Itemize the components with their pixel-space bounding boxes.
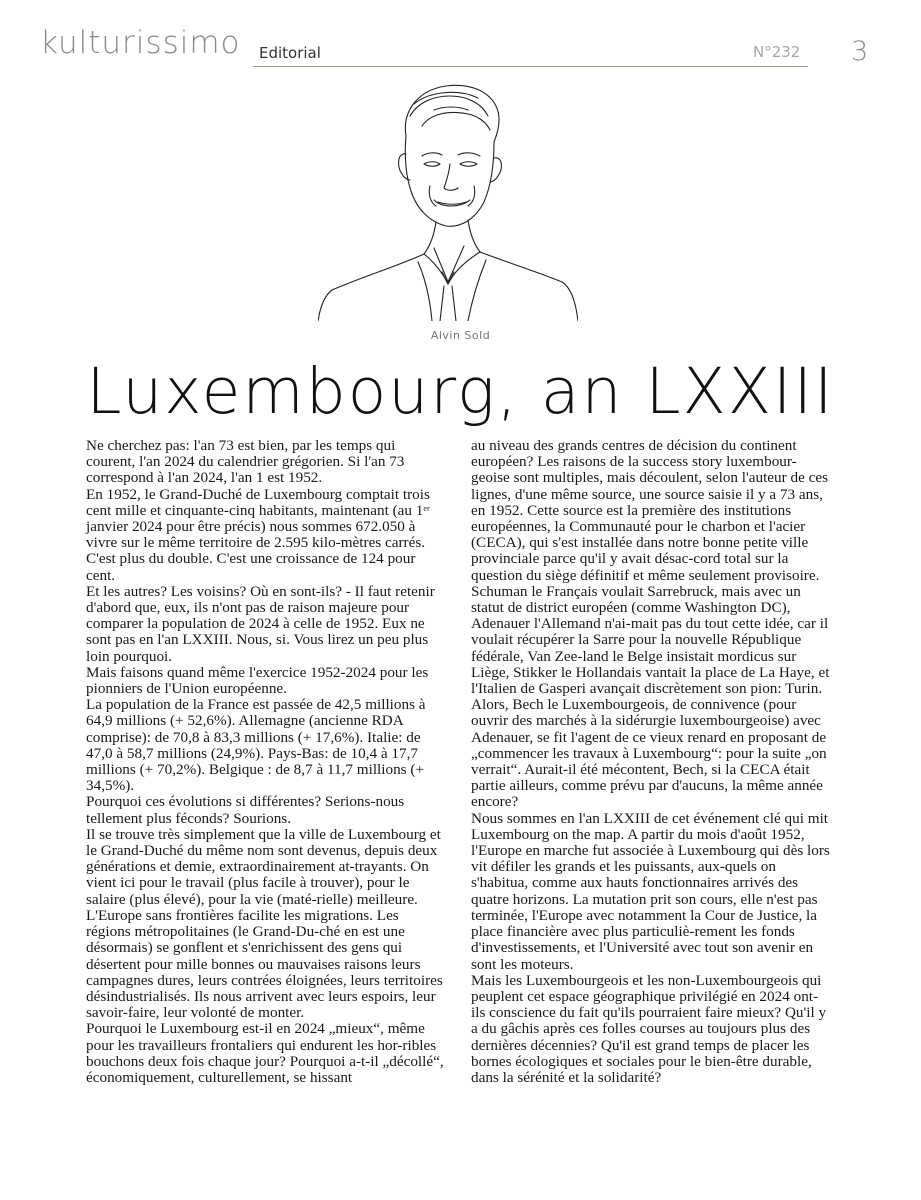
illustration-caption: Alvin Sold xyxy=(430,329,491,342)
paragraph: Ne cherchez pas: l'an 73 est bien, par les temps qui courent, l'an 2024 du calendrier grégorien. Si l'an 73 correspond à l'an 2024, l'an 1 est 1952. xyxy=(86,437,405,487)
article-column-left xyxy=(86,438,444,1086)
paragraph: Pourquoi le Luxembourg est-il en 2024 „mieux“, même pour les travailleurs frontaliers qui endurent les hor-ribles bouchons deux fois chaque jour? Pourquoi a-t-il „décollé“, économiquement, culturellement, se hissant xyxy=(86,1020,444,1086)
magazine-logo: kulturissimo xyxy=(40,25,241,61)
paragraph: C'est plus du double. C'est une croissance de 124 pour cent. xyxy=(86,550,416,584)
page-header xyxy=(0,0,921,72)
paragraph: Et les autres? Les voisins? Où en sont-ils? - Il faut retenir d'abord que, eux, ils n'ont pas de raison majeure pour comparer la population de 2024 à celle de 1952. Eux ne sont pas en l'an LXXIII. Nous, si. Vous lirez un peu plus loin pourquoi. xyxy=(86,582,435,665)
article-title: Luxembourg, an LXXIII xyxy=(86,355,835,428)
paragraph: Mais les Luxembourgeois et les non-Luxembourgeois qui peuplent cet espace géographique privilégié en 2024 ont-ils conscience du fait qu'ils pourraient faire mieux? Qu'il y a du gâchis après ces folles courses au toujours plus des dernières décennies? Qu'il est grand temps de placer les bornes écologiques et sociales pour le bien-être durable, dans la sérénité et la solidarité? xyxy=(471,971,827,1086)
paragraph: Mais faisons quand même l'exercice 1952-2024 pour les pionniers de l'Union européenne. xyxy=(86,663,429,698)
article-column-right xyxy=(471,438,831,1086)
paragraph: au niveau des grands centres de décision du continent européen? Les raisons de la success story luxembour-geoise sont multiples, mais découlent, selon l'auteur de ces lignes, d'une même source, une source saisie il y a 73 ans, en 1952. Cette source est la première des institutions européennes, la Communauté pour le charbon et l'acier (CECA), qui s'est installée dans notre bonne petite ville provinciale parce qu'il y avait désac-cord total sur la question du siège définitif et même seulement provisoire. Schuman le Français voulait Sarrebruck, mais avec un statut de district européen (comme Washington DC), Adenauer l'Allemand n'ai-mait pas du tout cette idée, car il voulait récupérer la Sarre pour la nouvelle République fédérale, Van Zee-land le Belge insistait mordicus sur Liège, Stikker le Hollandais vantait la place de La Haye, et l'Italien de Gasperi avançait discrètement son pion: Turin. Alors, Bech le Luxembourgeois, de connivence (pour ouvrir des marchés à la sidérurgie luxembourgeoise) avec Adenauer, se fit l'agent de ce vieux renard en proposant de „commencer les travaux à Luxembourg“: pour la suite „on verrait“. Aurait-il été mécontent, Bech, si la CECA était partie ailleurs, comme prévu par d'aucuns, la même année encore? xyxy=(471,437,830,811)
portrait-line-drawing-icon xyxy=(318,76,578,321)
header-rule xyxy=(253,66,808,67)
paragraph: En 1952, le Grand-Duché de Luxembourg comptait trois cent mille et cinquante-cinq habitants, maintenant (au 1er janvier 2024 pour être précis) nous sommes 672.050 à vivre sur le même territoire de 2.595 kilo-mètres carrés. xyxy=(86,485,430,552)
page-number: 3 xyxy=(851,36,869,67)
paragraph: La population de la France est passée de 42,5 millions à 64,9 millions (+ 52,6%). Allemagne (ancienne RDA comprise): de 70,8 à 83,3 millions (+ 17,6%). Italie: de 47,0 à 58,7 millions (24,9%). Pays-Bas: de 10,4 à 17,7 millions (+ 70,2%). Belgique : de 8,7 à 11,7 millions (+ 34,5%). xyxy=(86,696,426,795)
issue-number: N°232 xyxy=(753,43,801,61)
section-label: Editorial xyxy=(259,44,321,62)
paragraph: Il se trouve très simplement que la ville de Luxembourg et le Grand-Duché du même nom sont devenus, depuis deux générations et demie, extraordinairement at-trayants. On vient ici pour le travail (plus facile à trouver), pour le salaire (plus élevé), pour la vie (maté-rielle) meilleure. L'Europe sans frontières facilite les migrations. Les régions métropolitaines (le Grand-Du-ché en est une désormais) se gonflent et s'enrichissent des gens qui désertent pour mille bonnes ou mauvaises raisons leurs campagnes dures, leurs contrées éloignées, leurs territoires désindustrialisés. Ils nous arrivent avec leurs espoirs, leur savoir-faire, leur volonté de monter. xyxy=(86,825,443,1022)
paragraph: Nous sommes en l'an LXXIII de cet événement clé qui mit Luxembourg on the map. A partir du mois d'août 1952, l'Europe en marche fut associée à Luxembourg qui dès lors vit défiler les grands et les puissants, aux-quels on s'habitua, comme aux hauts fonctionnaires arrivés des quatre horizons. La mutation prit son cours, elle n'est pas terminée, l'Europe avec notamment la Cour de Justice, la place financière avec plus particuliè-rement les fonds d'investissements, et l'Université avec tout son avenir en sont les moteurs. xyxy=(471,809,830,973)
paragraph: Pourquoi ces évolutions si différentes? Serions-nous tellement plus féconds? Sourions. xyxy=(86,793,405,827)
